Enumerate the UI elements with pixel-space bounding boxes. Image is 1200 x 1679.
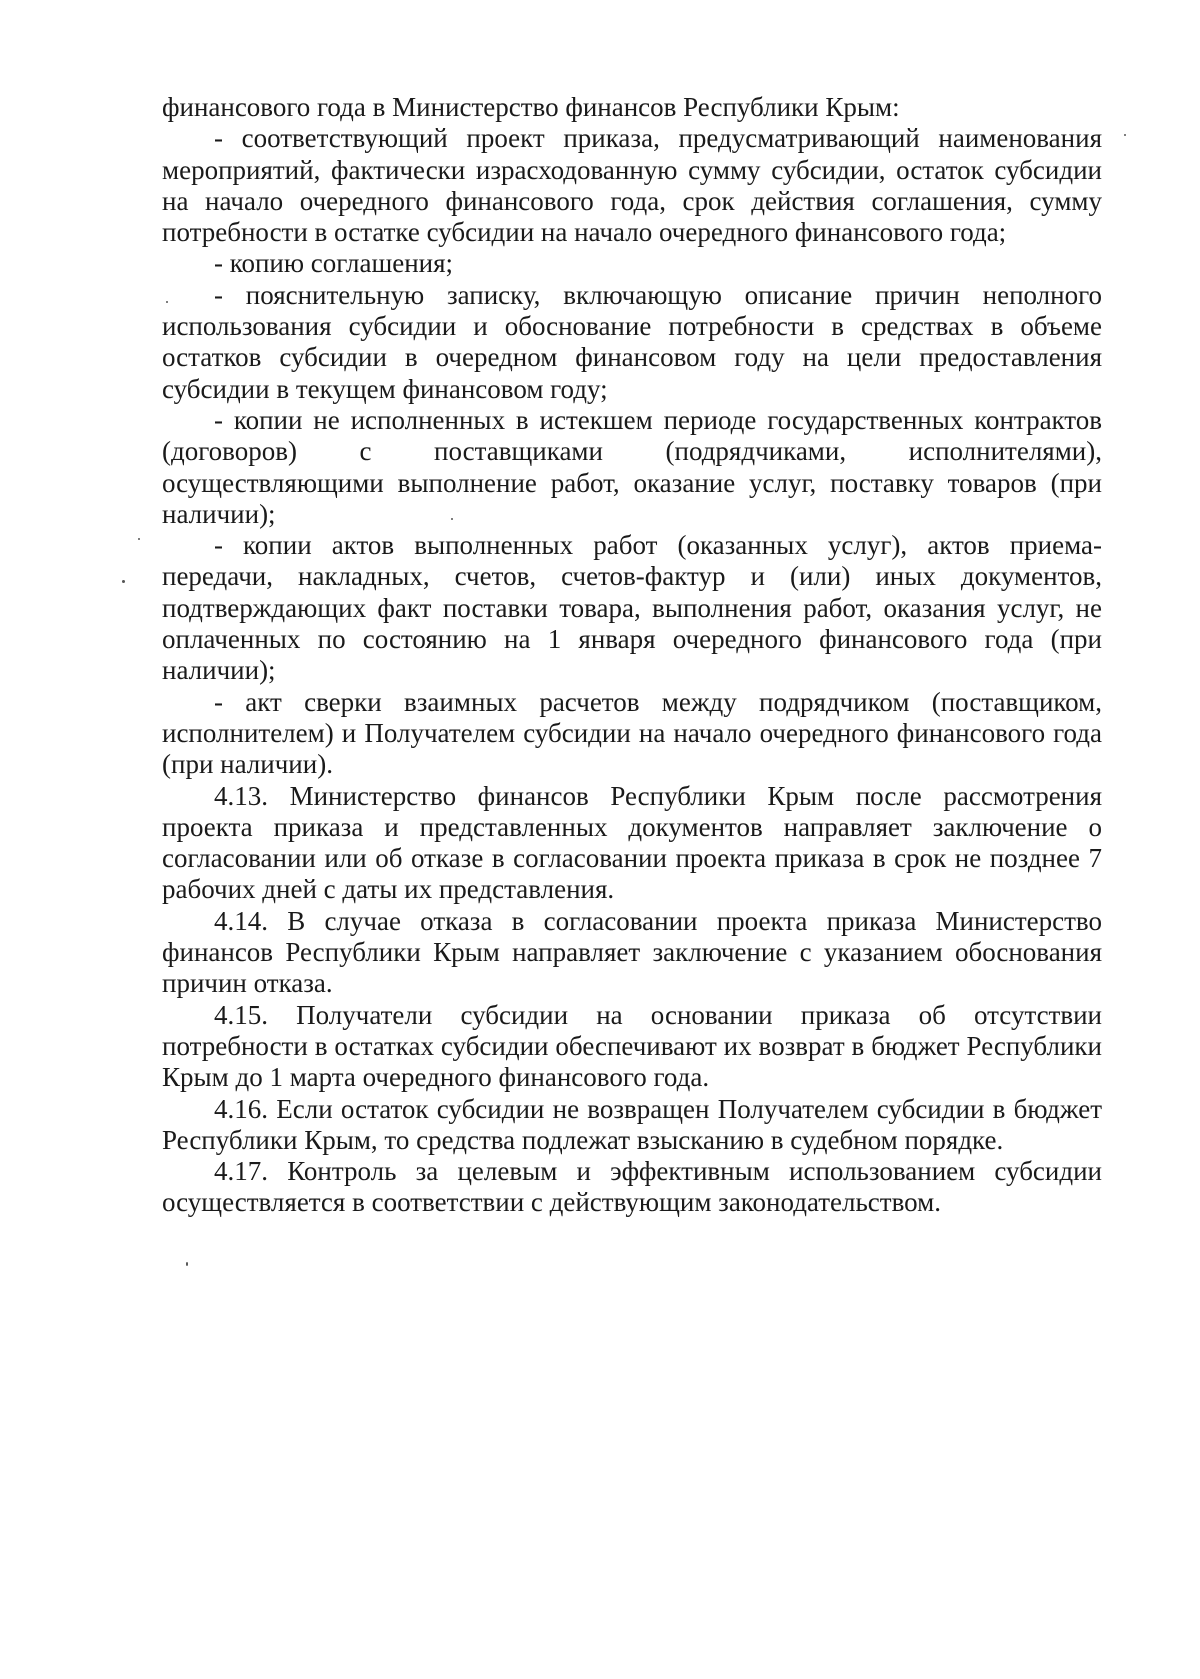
scan-speck (186, 1262, 188, 1266)
paragraph-4-13: 4.13. Министерство финансов Республики Крым после рассмотрения проекта приказа и представленных документов направляет заключение о согласовании или об отказе в согласовании проекта приказа в срок не позднее 7 рабочих дней с даты их представления. (162, 780, 1102, 905)
paragraph-4-17: 4.17. Контроль за целевым и эффективным использованием субсидии осуществляется в соответствии с действующим законодательством. (162, 1156, 1102, 1218)
scan-speck (1124, 134, 1126, 136)
document-body (162, 92, 1102, 1219)
list-item-acts-copies: - копии актов выполненных работ (оказанных услуг), актов приема-передачи, накладных, счетов, счетов-фактур и (или) иных документов, подтверждающих факт поставки товара, выполнения работ, оказания услуг, не оплаченных по состоянию на 1 января очередного финансового года (при наличии); (162, 530, 1102, 686)
list-item-explanatory-note: - пояснительную записку, включающую описание причин неполного использования субсидии и обоснование потребности в средствах в объеме остатков субсидии в очередном финансовом году на цели предоставления субсидии в текущем финансовом году; (162, 279, 1102, 404)
list-item-contract-copies: - копии не исполненных в истекшем периоде государственных контрактов (договоров) с поставщиками (подрядчиками, исполнителями), осуществляющими выполнение работ, оказание услуг, поставку товаров (при наличии); (162, 404, 1102, 529)
paragraph-4-14: 4.14. В случае отказа в согласовании проекта приказа Министерство финансов Республики Крым направляет заключение с указанием обоснования причин отказа. (162, 905, 1102, 999)
paragraph-continuation: финансового года в Министерство финансов Республики Крым: (162, 92, 900, 122)
scan-speck (166, 301, 168, 303)
scan-speck (122, 580, 125, 583)
scan-speck (451, 518, 453, 520)
list-item-agreement-copy: - копию соглашения; (214, 248, 454, 279)
paragraph-4-15: 4.15. Получатели субсидии на основании приказа об отсутствии потребности в остатках субсидии обеспечивают их возврат в бюджет Республики Крым до 1 марта очередного финансового года. (162, 999, 1102, 1093)
paragraph-4-16: 4.16. Если остаток субсидии не возвращен Получателем субсидии в бюджет Республики Крым, то средства подлежат взысканию в судебном порядке. (162, 1093, 1102, 1155)
scan-speck (138, 538, 140, 540)
list-item-reconciliation-act: - акт сверки взаимных расчетов между подрядчиком (поставщиком, исполнителем) и Получателем субсидии на начало очередного финансового года (при наличии). (162, 686, 1102, 780)
list-item-draft-order: - соответствующий проект приказа, предусматривающий наименования мероприятий, фактически израсходованную сумму субсидии, остаток субсидии на начало очередного финансового года, срок действия соглашения, сумму потребности в остатке субсидии на начало очередного финансового года; (162, 123, 1102, 248)
